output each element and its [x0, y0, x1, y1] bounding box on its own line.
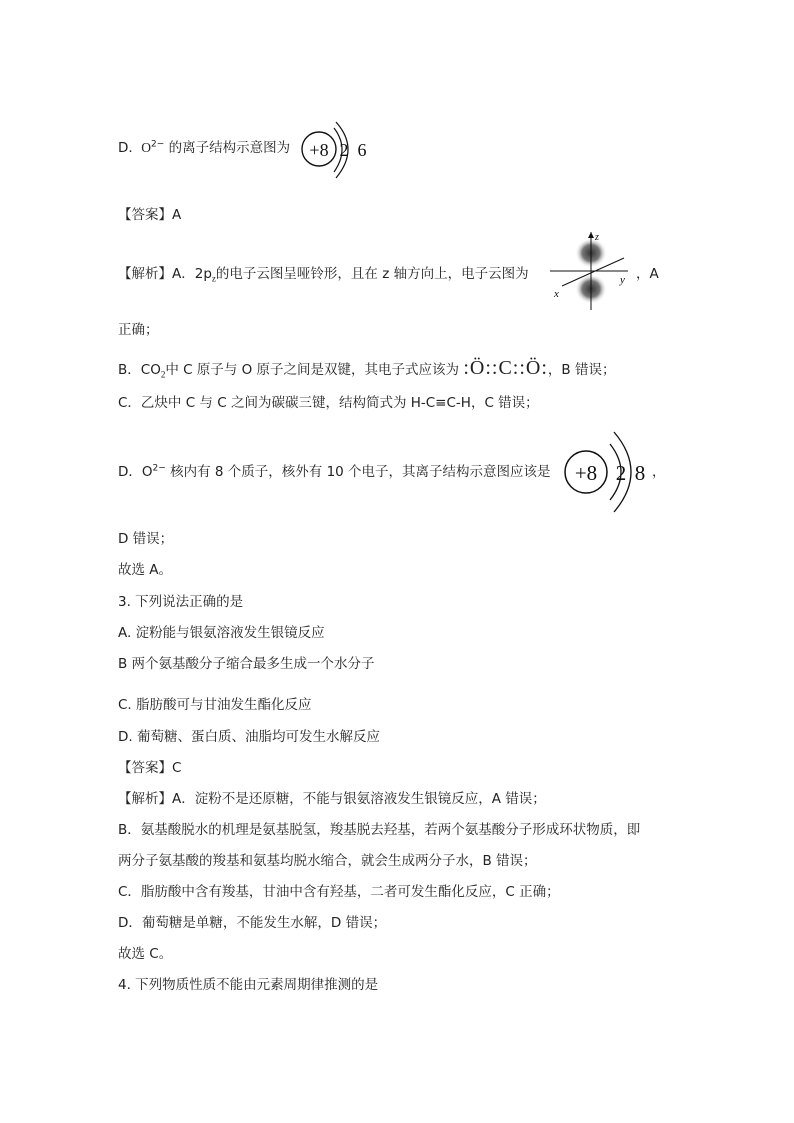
- answer-3: 【答案】C: [118, 760, 182, 776]
- question-4-stem: 4. 下列物质性质不能由元素周期律推测的是: [118, 977, 379, 993]
- answer-2: 【答案】A: [118, 207, 182, 223]
- svg-text:x: x: [554, 288, 559, 300]
- question-3-option-b: B 两个氨基酸分子缩合最多生成一个水分子: [118, 656, 375, 672]
- question-3-option-a: A. 淀粉能与银氨溶液发生银镜反应: [118, 625, 325, 641]
- analysis-3-a: 【解析】A．淀粉不是还原糖，不能与银氨溶液发生银镜反应，A 错误；: [118, 791, 546, 807]
- analysis-2-a-cont: 正确；: [118, 322, 159, 338]
- analysis-3-d: D．葡萄糖是单糖，不能发生水解，D 错误；: [118, 915, 387, 931]
- analysis-2-a-tail: ，A: [636, 266, 659, 282]
- analysis-3-b-line2: 两分子氨基酸的羧基和氨基均脱水缩合，就会生成两分子水，B 错误；: [118, 853, 537, 869]
- analysis-2-d: D．$O^{2-}$ 核内有 8 个质子，核外有 10 个电子，其离子结构示意图应该是: [118, 463, 551, 480]
- analysis-2-a: 【解析】A．$2p_z$的电子云图呈哑铃形，且在 z 轴方向上，电子云图为: [118, 266, 529, 284]
- ion-structure-diagram-correct: [560, 426, 656, 518]
- analysis-2-d-tail: ，: [652, 464, 666, 480]
- nucleus-charge: +8: [309, 140, 329, 160]
- oxygen-ion-symbol: O: [141, 140, 152, 155]
- shell-2-electrons: 8: [634, 461, 646, 485]
- 2pz-electron-cloud-figure: [548, 230, 632, 312]
- question-3-option-c: C. 脂肪酸可与甘油发生酯化反应: [118, 697, 312, 713]
- conclusion-3: 故选 C。: [118, 946, 173, 962]
- svg-text:y: y: [620, 274, 625, 286]
- ion-charge: 2−: [151, 139, 165, 150]
- question-3-option-d: D. 葡萄糖、蛋白质、油脂均可发生水解反应: [118, 729, 380, 745]
- analysis-2-d-cont: D 错误；: [118, 531, 174, 547]
- question-2-option-d: D. $O^{2-}$ 的离子结构示意图为: [118, 139, 291, 156]
- shell-1-electrons: 2: [339, 140, 349, 160]
- analysis-3-c: C．脂肪酸中含有羧基，甘油中含有羟基，二者可发生酯化反应，C 正确；: [118, 884, 560, 900]
- analysis-2-b: B．$CO_2$中 C 原子与 O 原子之间是双键，其电子式应该为 :Ö::C::Ö:，B 错误；: [118, 357, 616, 380]
- analysis-3-b-line1: B．氨基酸脱水的机理是氨基脱氢，羧基脱去羟基，若两个氨基酸分子形成环状物质，即: [118, 822, 641, 838]
- co2-electron-formula: :Ö::C::Ö:: [463, 357, 548, 379]
- shell-1-electrons: 2: [615, 461, 627, 485]
- svg-text:z: z: [595, 232, 599, 243]
- ion-structure-diagram-incorrect: [298, 116, 378, 186]
- shell-2-electrons: 6: [357, 140, 367, 160]
- nucleus-charge: +8: [574, 461, 598, 485]
- question-3-stem: 3. 下列说法正确的是: [118, 594, 244, 610]
- conclusion-2: 故选 A。: [118, 562, 173, 578]
- analysis-2-c: C．乙炔中 C 与 C 之间为碳碳三键，结构简式为 H-C≡C-H，C 错误；: [118, 395, 539, 411]
